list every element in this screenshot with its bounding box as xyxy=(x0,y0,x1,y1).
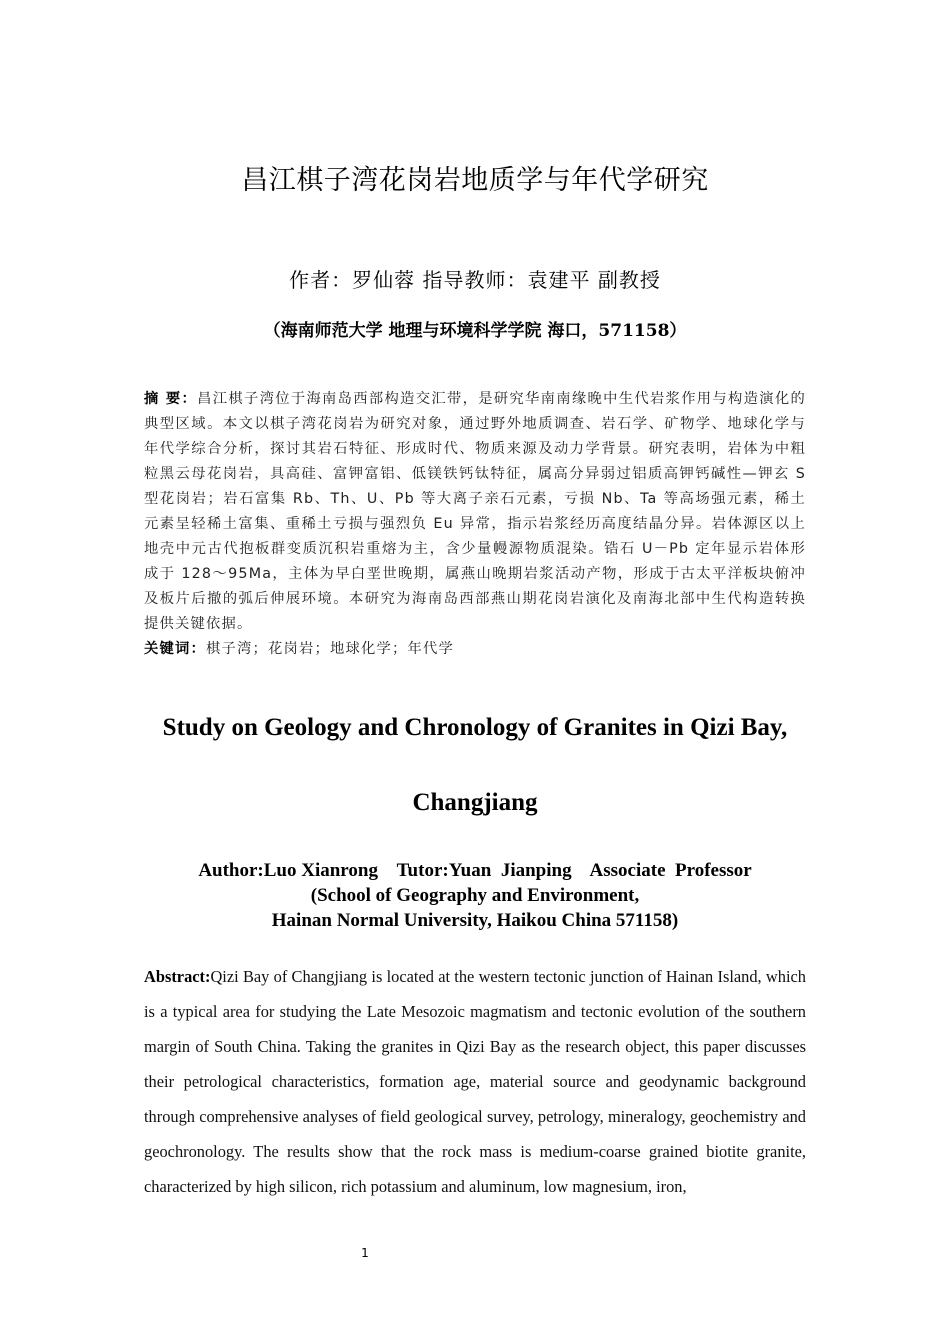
chinese-title: 昌江棋子湾花岗岩地质学与年代学研究 xyxy=(241,165,709,196)
english-author-line: Author:Luo Xianrong Tutor:Yuan Jianping Associate Professor xyxy=(198,860,752,881)
chinese-abstract-text: 昌江棋子湾位于海南岛西部构造交汇带，是研究华南南缘晚中生代岩浆作用与构造演化的典型区域。本文以棋子湾花岗岩为研究对象，通过野外地质调查、岩石学、矿物学、地球化学与年代学综合分析，探讨其岩石特征、形成时代、物质来源及动力学背景。研究表明，岩体为中粗粒黑云母花岗岩，具高硅、富钾富铝、低镁铁钙钛特征，属高分异弱过铝质高钾钙碱性—钾玄 S 型花岗岩；岩石富集 Rb、Th、U、Pb 等大离子亲石元素，亏损 Nb、Ta 等高场强元素，稀土元素呈轻稀土富集、重稀土亏损与强烈负 Eu 异常，指示岩浆经历高度结晶分异。岩体源区以上地壳中元古代抱板群变质沉积岩重熔为主，含少量幔源物质混染。锆石 U－Pb 定年显示岩体形成于 128～95Ma，主体为早白垩世晚期，属燕山晚期岩浆活动产物，形成于古太平洋板块俯冲及板片后撤的弧后伸展环境。本研究为海南岛西部燕山期花岗岩演化及南海北部中生代构造转换提供关键依据。 xyxy=(144,391,806,632)
english-affiliation-line-2: Hainan Normal University, Haikou China 571158) xyxy=(271,910,679,931)
english-abstract-label: Abstract: xyxy=(144,967,211,986)
chinese-affiliation: （海南师范大学 地理与环境科学学院 海口，571158） xyxy=(263,321,687,341)
chinese-authors: 作者：罗仙蓉 指导教师：袁建平 副教授 xyxy=(289,268,661,292)
english-title: Study on Geology and Chronology of Granites in Qizi Bay, Changjiang xyxy=(162,714,788,816)
english-abstract xyxy=(144,959,806,1204)
chinese-abstract xyxy=(144,387,806,637)
english-author-block xyxy=(0,858,950,933)
english-affiliation-line-1: (School of Geography and Environment, xyxy=(310,885,640,906)
chinese-keywords-text: 棋子湾；花岗岩；地球化学；年代学 xyxy=(206,641,454,657)
page-number: 1 xyxy=(361,1246,369,1260)
chinese-keywords xyxy=(144,637,806,662)
chinese-abstract-label: 摘 要： xyxy=(144,391,198,407)
chinese-keywords-label: 关键词： xyxy=(144,641,206,657)
english-abstract-text: Qizi Bay of Changjiang is located at the western tectonic junction of Hainan Island, which is a typical area for studying the Late Mesozoic magmatism and tectonic evolution of the southern margin of South China. Taking the granites in Qizi Bay as the research object, this paper discusses their petrological characteristics, formation age, material source and geodynamic background through comprehensive analyses of field geological survey, petrology, mineralogy, geochemistry and geochronology. The results show that the rock mass is medium-coarse grained biotite granite, characterized by high silicon, rich potassium and aluminum, low magnesium, iron, xyxy=(144,967,806,1196)
